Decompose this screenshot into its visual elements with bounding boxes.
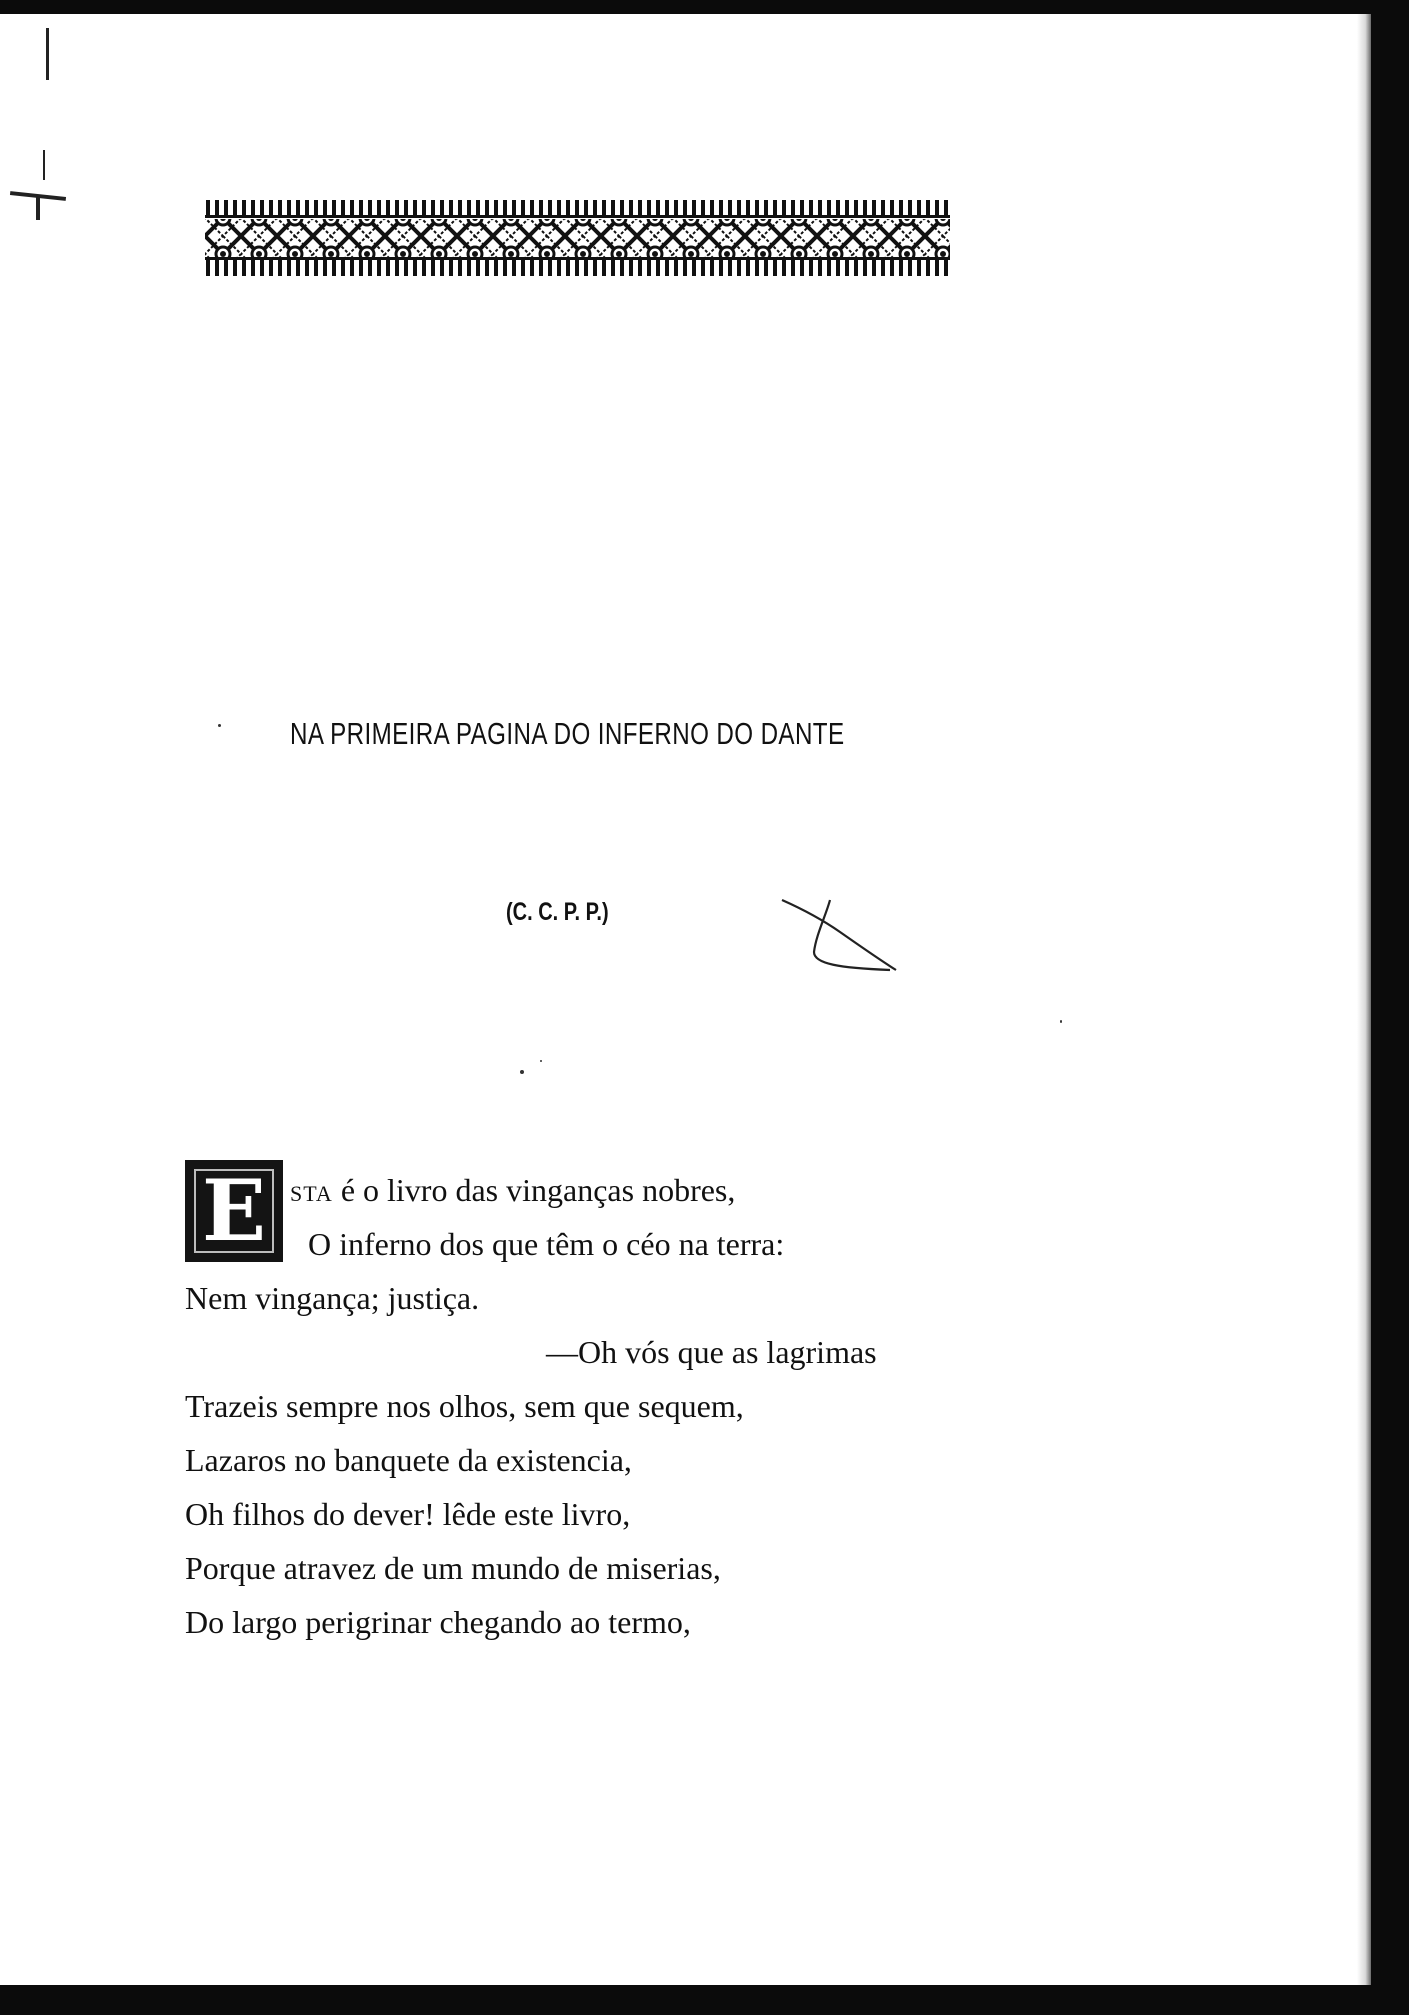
margin-mark xyxy=(46,28,49,80)
scan-speck xyxy=(540,1060,542,1062)
dedication: (C. C. P. P.) xyxy=(506,898,609,926)
poem-line: Do largo perigrinar chegando ao termo, xyxy=(185,1604,691,1640)
poem-line: Oh filhos do dever! lêde este livro, xyxy=(185,1496,631,1532)
poem-line: Nem vingança; justiça. xyxy=(185,1280,480,1316)
first-line-text: é o livro das vinganças nobres, xyxy=(332,1172,736,1208)
scan-speck xyxy=(520,1070,524,1074)
poem-line xyxy=(290,1170,735,1214)
page-edge-shadow xyxy=(1357,14,1371,2004)
poem-line: Lazaros no banquete da existencia, xyxy=(185,1442,632,1478)
poem-title: NA PRIMEIRA PAGINA DO INFERNO DO DANTE xyxy=(290,716,845,751)
margin-mark xyxy=(43,150,45,180)
scan-border-right xyxy=(1371,0,1409,2015)
first-word-smallcaps: STA xyxy=(290,1181,333,1206)
poem-line: —Oh vós que as lagrimas xyxy=(546,1334,877,1370)
handwritten-mark-icon xyxy=(780,890,900,980)
poem-line: O inferno dos que têm o céo na terra: xyxy=(308,1226,785,1262)
scan-border-bottom xyxy=(0,1985,1409,2015)
poem-line: Trazeis sempre nos olhos, sem que sequem, xyxy=(185,1388,744,1424)
drop-cap xyxy=(185,1160,283,1262)
drop-cap-letter: E xyxy=(201,1161,267,1260)
scan-border-top xyxy=(0,0,1409,14)
margin-mark xyxy=(36,196,40,220)
scan-speck xyxy=(218,724,221,727)
ornamental-band-icon xyxy=(205,200,950,276)
poem-line: Porque atravez de um mundo de miserias, xyxy=(185,1550,721,1586)
scan-speck xyxy=(1060,1020,1062,1023)
